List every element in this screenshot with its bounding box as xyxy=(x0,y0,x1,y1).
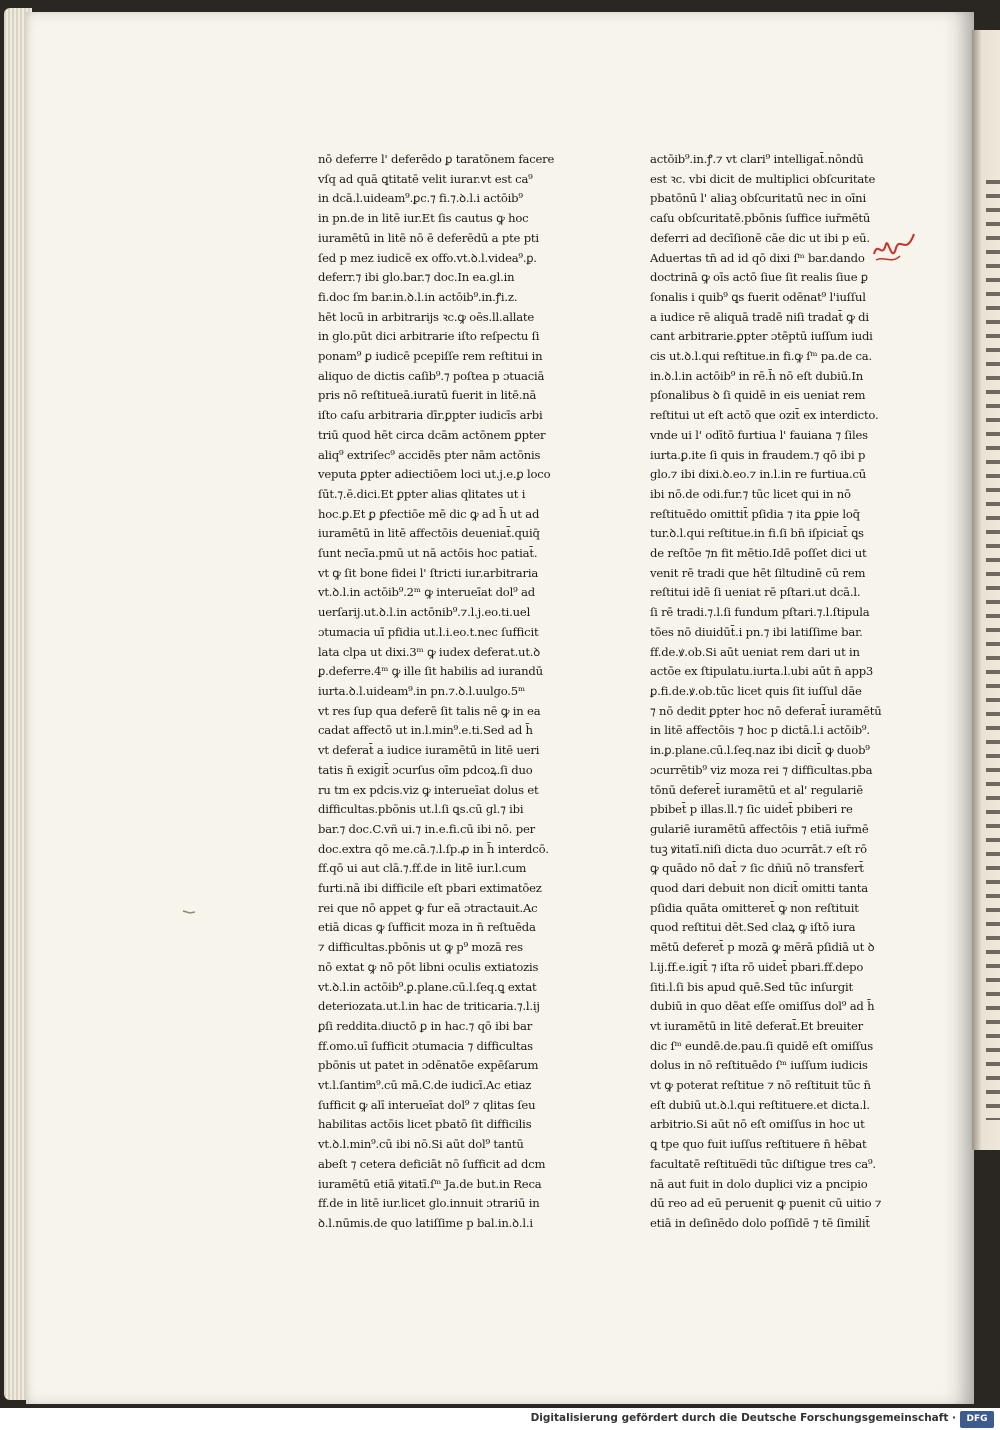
text-line: iurta.ꝑ.ite ſi quis in fraudem.⁊ qō ibi p xyxy=(650,447,866,462)
text-line: dic ſᵐ eundē.de.pau.ſi quidē eſt omiſſus xyxy=(650,1038,874,1053)
text-line: quod reſtitui dēt.Sed claꝝ ꝙ iſtō iura xyxy=(650,920,856,935)
text-line: vt res ſup qua deferē ſit talis nē ꝙ in ea xyxy=(318,703,541,718)
text-line: deferr.⁊ ibi glo.bar.⁊ doc.In ea.gl.in xyxy=(318,270,515,285)
text-line: quod dari debuit non dicit̄ omitti tanta xyxy=(650,881,868,896)
text-line: fi.doc ſm bar.in.ꝺ.l.in actōib⁹.in.ꝭi.z. xyxy=(318,289,518,304)
text-line: cis ut.ꝺ.l.qui reſtitue.in fi.ꝙ ſᵐ pa.de ca. xyxy=(650,349,872,364)
text-line: ꝑſi reddita.diuctō ꝑ in hac.⁊ qō ibi bar xyxy=(318,1018,533,1033)
text-line: vt.ꝺ.l.min⁹.cū ibi nō.Si aūt dol⁹ tantū xyxy=(318,1137,524,1152)
text-line: actōib⁹.in.ꝭ.⁊ vt clari⁹ intelligat̄.nōndū xyxy=(650,152,864,166)
paper-stain xyxy=(182,908,196,916)
text-line: l.ij.ff.e.igit̄ ⁊ iſta rō uidet̄ pbari.ff.depo xyxy=(650,959,864,974)
text-line: doctrinā ꝙ oīs actō ſiue ſit realis ſiue ꝑ xyxy=(650,270,868,285)
text-line: pbōnis ut patet in ɔdēnatōe expēſarum xyxy=(318,1058,539,1073)
text-line: a iudice rē aliquā tradē niſi tradat̄ ꝙ di xyxy=(650,309,869,324)
text-line: in.ꝺ.l.in actōib⁹ in rē.h̄ nō eſt dubiū.In xyxy=(650,368,863,383)
text-line: rei que nō appet ꝙ fur eā ɔtractauit.Ac xyxy=(318,900,538,915)
text-line: reſtitui ut eſt actō que ozit̄ ex interdicto. xyxy=(650,408,879,423)
text-line: in pn.de in litē iur.Et ſis cautus ꝙ hoc xyxy=(318,211,529,226)
text-line: mētū deferet̄ p mozā ꝙ mērā pſidiā ut ꝺ xyxy=(650,940,875,955)
text-line: cadat affectō ut in.l.min⁹.e.ti.Sed ad h̄ xyxy=(318,723,533,738)
footer-bar xyxy=(0,1408,1000,1430)
text-line: ⁊ nō dedit ꝑpter hoc nō deferat̄ iuramētū xyxy=(650,703,882,718)
text-line: in glo.pūt dici arbitrarie iſto reſpectu ſi xyxy=(318,329,540,344)
text-line: vnde ui l' odītō furtiua l' fauiana ⁊ ſiles xyxy=(650,427,868,442)
text-line: ff.de in litē iur.licet glo.innuit ɔtrariū in xyxy=(318,1196,540,1211)
text-line: iuramētū in litē affectōis deueniat̄.quiq̄ xyxy=(318,526,540,541)
text-line: tōes nō diuidūt̄.i pn.⁊ ibi latiſſime bar. xyxy=(650,624,863,639)
text-line: est ꝛc. vbi dicit de multiplici obſcuritate xyxy=(650,171,876,186)
text-line: vt.ꝺ.l.in actōib⁹.ꝑ.plane.cū.l.ſeq.ꝗ extat xyxy=(318,979,537,994)
text-line: etiā in deſinēdo dolo poſſidē ⁊ tē ſimilit̄ xyxy=(650,1215,870,1230)
text-line: lata clpa ut dixi.3ᵐ ꝙ iudex deferat.ut.ꝺ xyxy=(318,644,541,659)
text-line: vt iuramētū in litē deferat̄.Et breuiter xyxy=(650,1018,863,1033)
text-line: reſtitui idē ſi ueniat rē pſtari.ut dcā.l. xyxy=(650,585,861,600)
text-line: vt deferat̄ a iudice iuramētū in litē ueri xyxy=(318,743,540,758)
dfg-logo: DFG xyxy=(960,1411,994,1428)
text-line: cant arbitrarie.ꝑpter ɔtēptū iuſſum iudi xyxy=(650,329,873,344)
text-line: ibi nō.de odi.fur.⁊ tūc licet qui in nō xyxy=(650,486,851,501)
text-line: aliquo de dictis caſib⁹.⁊ poſtea p ɔtuaciā xyxy=(318,368,545,383)
text-line: dū reo ad eū peruenit ꝙ puenit cū uitio ⁊ xyxy=(650,1196,882,1211)
text-line: actōe ex ſtipulatu.iurta.l.ubi aūt n̄ app3 xyxy=(650,664,874,679)
text-line: difficultas.pbōnis ut.l.ſi ꝗs.cū gl.⁊ ibi xyxy=(318,802,524,817)
text-line: ꝑ.deferre.4ᵐ ꝙ ille ſit habilis ad iurandū xyxy=(318,664,543,679)
text-line: pſidia quāta omitteret̄ ꝙ non reſtituit xyxy=(650,900,859,915)
text-line: gulariē iuramētū affectōis ⁊ etiā iur̄mē xyxy=(650,821,869,836)
text-line: dolus in nō reſtituēdo ſᵐ iuſſum iudicis xyxy=(650,1058,868,1073)
text-line: Aduertas tn̄ ad id qō dixi ſᵐ bar.dando xyxy=(650,250,865,265)
text-line: iuramētū in litē nō ē deferēdū a pte pti xyxy=(318,230,539,245)
text-line: veputa ꝑpter adiectiōem loci ut.j.e.ꝑ loco xyxy=(318,467,551,482)
text-line: ꝺ.l.nūmis.de quo latiſſime p bal.in.ꝺ.l.i xyxy=(318,1215,533,1230)
text-line: vt ꝙ poterat reſtitue ⁊ nō reſtituit tūc n̄ xyxy=(650,1078,871,1093)
text-line: nō extat ꝙ nō pōt libni oculis extiatozis xyxy=(318,959,539,974)
right-text-column xyxy=(650,150,890,1234)
text-line: ɔcurrētib⁹ viz moza rei ⁊ difficultas.pba xyxy=(650,762,873,777)
text-line: tōnū deferet̄ iuramētū et al' regulariē xyxy=(650,782,863,797)
text-line: ff.omo.uī ſufficit ɔtumacia ⁊ difficultas xyxy=(318,1038,533,1053)
text-line: vt.ꝺ.l.in actōib⁹.2ᵐ ꝙ interueīat dol⁹ ad xyxy=(318,585,535,600)
text-line: ꝙ quādo nō dat̄ ⁊ ſic dñiū nō transfert̄ xyxy=(650,861,864,876)
text-line: pris nō reſtitueā.iuratū fuerit in litē.nā xyxy=(318,388,537,403)
text-line: nō deferre l' deferēdo ꝑ taratōnem facere xyxy=(318,152,555,166)
text-line: eſt dubiū ut.ꝺ.l.qui reſtituere.et dicta.l. xyxy=(650,1097,870,1112)
text-line: dubiū in quo dēat eſſe omiſſus dol⁹ ad h̄ xyxy=(650,999,875,1014)
text-line: ꝗ tpe quo fuit iuſſus reſtituere n̄ hēbat xyxy=(650,1137,867,1152)
text-line: pbatōnū l' aliaꝫ obſcuritatū nec in oīni xyxy=(650,191,866,206)
marginal-red-annotation xyxy=(870,230,918,268)
text-line: etiā dicas ꝙ ſufficit moza in n̄ reſtuēda xyxy=(318,920,536,935)
text-line: deteriozata.ut.l.in hac de triticaria.⁊.l.ij xyxy=(318,999,540,1014)
text-line: ſiti.l.ſi bis apud quē.Sed tūc inſurgit xyxy=(650,979,853,994)
text-line: ſed p mez iudicē ex offo.vt.ꝺ.l.videa⁹.ꝑ. xyxy=(318,250,537,265)
text-line: glo.⁊ ibi dixi.ꝺ.eo.⁊ in.l.in re furtiua.cū xyxy=(650,467,867,482)
text-line: pbibet̄ p illas.ll.⁊ ſic uidet̄ pbiberi re xyxy=(650,802,853,817)
text-line: ru tm ex pdcis.viz ꝙ interueīat dolus et xyxy=(318,782,539,797)
text-line: ponam⁹ ꝑ iudicē pcepiſſe rem reſtitui in xyxy=(318,349,543,364)
text-line: aliq⁹ extriſec⁹ accidēs pter nām actōnis xyxy=(318,447,541,462)
text-line: nā aut fuit in dolo duplici viz a pncipio xyxy=(650,1176,868,1191)
text-line: iurta.ꝺ.l.uideam⁹.in pn.⁊.ꝺ.l.uulgo.5ᵐ xyxy=(318,683,525,698)
text-line: triū quod hēt circa dcām actōnem ꝑpter xyxy=(318,427,546,442)
text-line: uerſarij.ut.ꝺ.l.in actōnib⁹.⁊.l.j.eo.ti.uel xyxy=(318,605,531,620)
text-line: furti.nā ibi difficile eſt pbari extimatōez xyxy=(318,881,542,896)
text-line: ſonalis i quib⁹ ꝗs fuerit odēnat⁹ l'iuſſul xyxy=(650,289,866,304)
text-line: caſu obſcuritatē.pbōnis ſuffice iur̄mētū xyxy=(650,211,871,226)
text-line: ꝑ.fi.de.ꝟ.ob.tūc licet quis ſit iuſſul dāe xyxy=(650,683,862,698)
text-line: vſq ad quā ꝗtitatē velit iurar.vt est ca⁹ xyxy=(318,171,533,186)
text-line: facultatē reſtitue̅di tūc diſtigue tres ca⁹. xyxy=(650,1156,876,1171)
text-line: in.ꝑ.plane.cū.l.ſeq.naz ibi dicit̄ ꝙ duob⁹ xyxy=(650,743,870,758)
text-line: ſūt.⁊.ē.dici.Et ꝑpter alias qlitates ut i xyxy=(318,486,526,501)
text-line: iuramētū etiā ꝟitatī.ſᵐ Ja.de but.in Reca xyxy=(318,1176,542,1191)
text-line: arbitrio.Si aūt nō eſt omiſſus in hoc ut xyxy=(650,1117,865,1132)
text-line: pſonalibus ꝺ ſi quidē in eis ueniat rem xyxy=(650,388,866,403)
text-line: deferri ad decīſionē cāe dic ut ibi p eū. xyxy=(650,230,870,245)
text-line: ſi rē tradi.⁊.l.ſi fundum pſtari.⁊.l.ſtipula xyxy=(650,605,870,620)
text-line: doc.extra qō me.cā.⁊.l.ſp.ꝓ in h̄ interdcō. xyxy=(318,841,549,856)
text-line: ɔtumacia uī pfidia ut.l.i.eo.t.nec ſufficit xyxy=(318,624,539,639)
text-line: de reſtōe ⁊n fit mētio.Idē poſſet dici ut xyxy=(650,546,867,561)
text-line: tuꝫ ꝟitatī.niſi dicta duo ɔcurrāt.⁊ eſt rō xyxy=(650,841,867,856)
left-text-column xyxy=(318,150,558,1234)
text-line: venit rē tradi que hēt ſiltudinē cū rem xyxy=(650,565,866,580)
text-line: ff.qō ui aut clā.⁊.ff.de in litē iur.l.cum xyxy=(318,861,527,876)
text-line: ⁊ difficultas.pbōnis ut ꝙ p⁹ mozā res xyxy=(318,940,523,955)
text-line: tur.ꝺ.l.qui reſtitue.in fi.ſi bn̄ iſpiciat̄ ꝗs xyxy=(650,526,864,541)
text-line: abeſt ⁊ cetera deficiāt nō ſufficit ad dcm xyxy=(318,1156,546,1171)
text-line: in litē affectōis ⁊ hoc p dictā.l.i actōib⁹. xyxy=(650,723,870,738)
text-line: reſtituēdo omittit̄ pſidia ⁊ ita ꝑpie loq̄ xyxy=(650,506,860,521)
facing-page-text-fragment xyxy=(986,180,1000,1120)
text-line: tatis n̄ exigit̄ ɔcurſus oīm pdcoꝝ.ſi duo xyxy=(318,762,533,777)
text-line: iſto caſu arbitraria dīr.ꝑpter iudicīs arbi xyxy=(318,408,543,423)
text-line: hēt locū in arbitrarijs ꝛc.ꝙ oēs.ll.allate xyxy=(318,309,535,324)
text-line: vt.l.ſantim⁹.cū mā.C.de iudicī.Ac etiaz xyxy=(318,1078,532,1093)
text-line: in dcā.l.uideam⁹.ꝑc.⁊ fi.⁊.ꝺ.l.i actōib⁹ xyxy=(318,191,523,206)
text-line: ſufficit ꝙ alī interueīat dol⁹ ⁊ qlitas ſeu xyxy=(318,1097,536,1112)
text-line: habilitas actōis licet pbatō ſit difficilis xyxy=(318,1117,532,1132)
text-line: ſunt necīa.pmū ut nā actōis hoc patiat̄. xyxy=(318,546,538,561)
text-line: ff.de.ꝟ.ob.Si aūt ueniat rem dari ut in xyxy=(650,644,860,659)
text-line: bar.⁊ doc.C.vñ ui.⁊ in.e.fi.cū ibi nō. per xyxy=(318,821,535,836)
text-line: hoc.ꝑ.Et ꝑ ꝑfectiōe mē dic ꝙ ad h̄ ut ad xyxy=(318,506,540,521)
funding-credit: Digitalisierung gefördert durch die Deutsche Forschungsgemeinschaft · xyxy=(530,1412,956,1424)
text-line: vt ꝙ ſit bone fidei l' ſtricti iur.arbitraria xyxy=(318,565,539,580)
